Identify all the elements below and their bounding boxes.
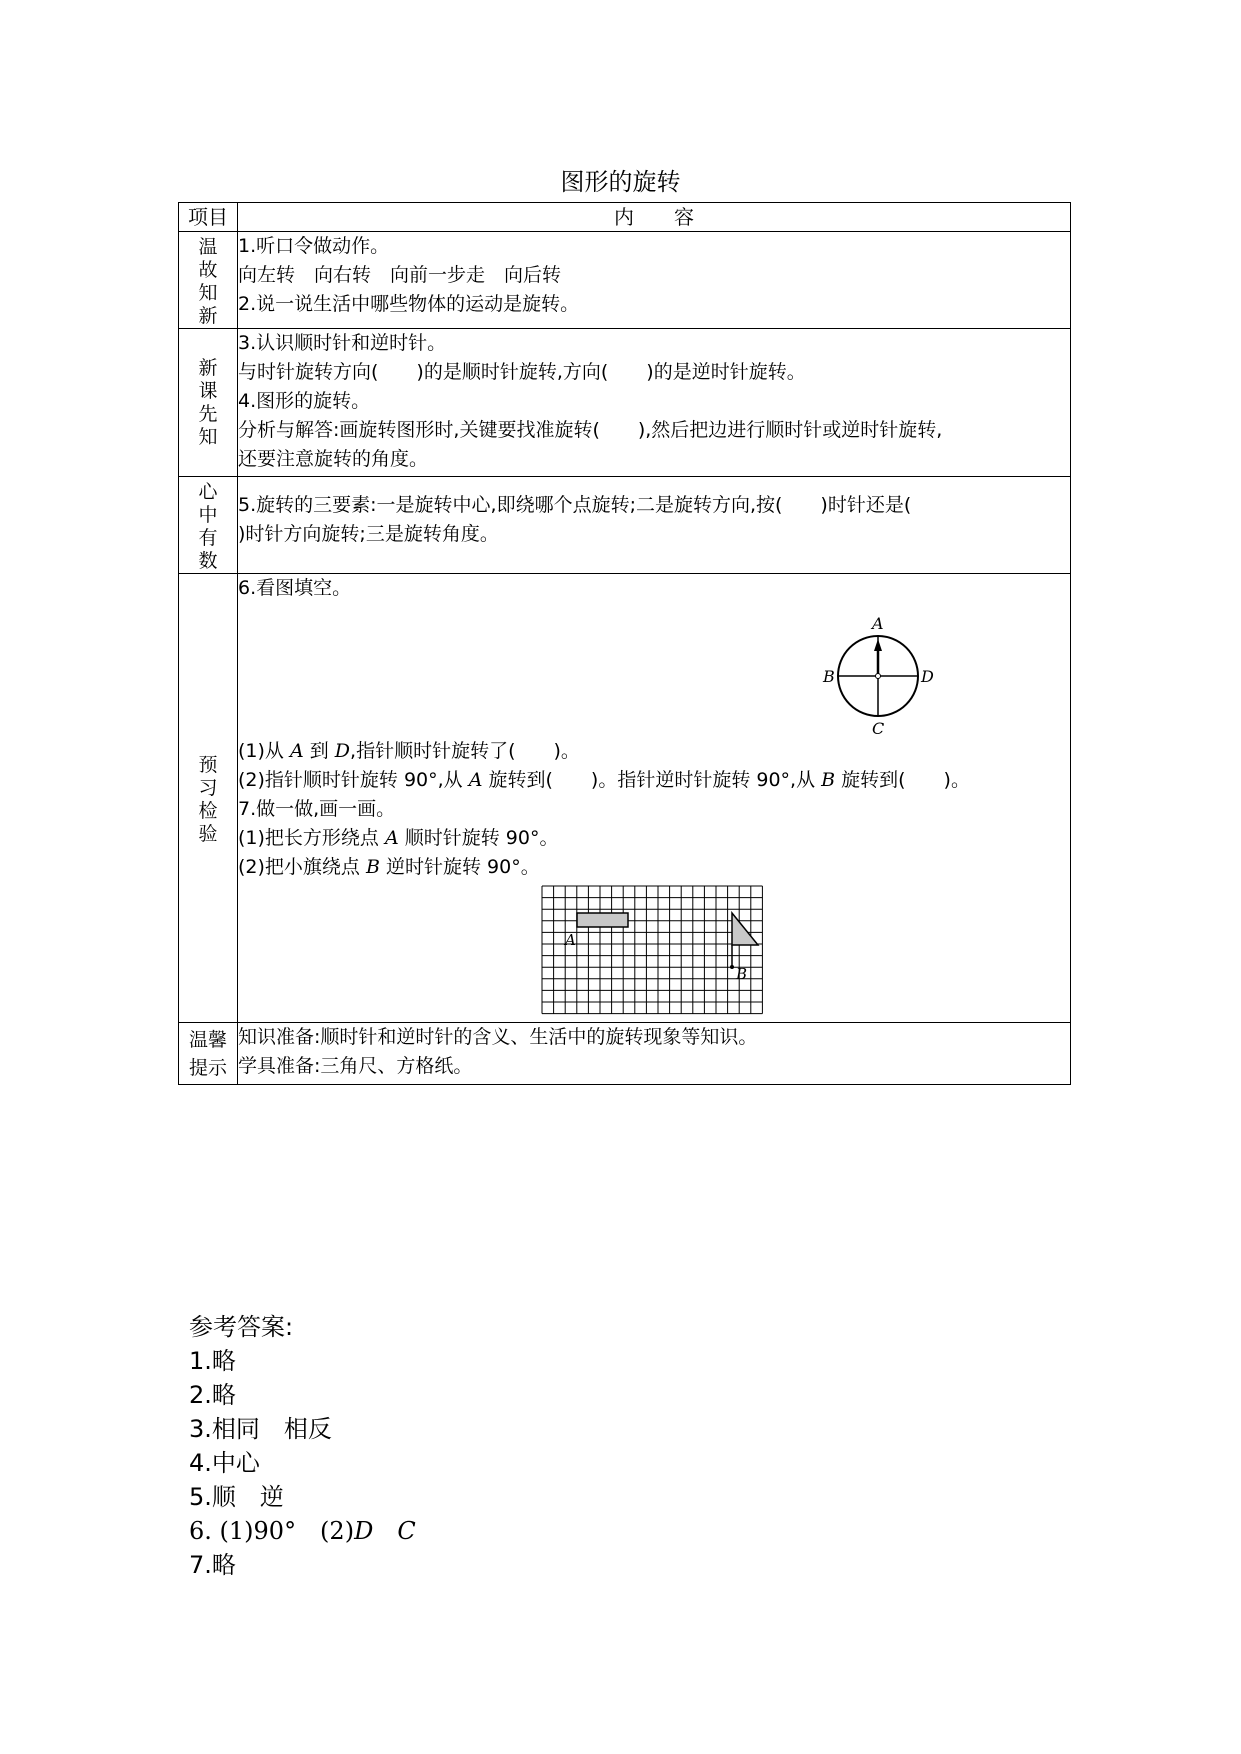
table-row	[179, 574, 1071, 1023]
table-row	[179, 329, 1071, 477]
clock-label-bottom: C	[872, 719, 885, 737]
clock-label-right: D	[921, 667, 934, 686]
rectangle-shape	[577, 913, 628, 927]
answer-6: 6. (1)90° (2)D C	[189, 1517, 416, 1545]
text-line: 5.旋转的三要素:一是旋转中心,即绕哪个点旋转;二是旋转方向,按( )时针还是(	[238, 494, 912, 516]
row-label-review: 温故知新	[198, 236, 218, 327]
lesson-table	[178, 202, 1071, 1085]
grid-figure	[238, 882, 1070, 1022]
row-label-preview: 新课先知	[198, 357, 218, 448]
question-6-1: (1)从 A 到 D,指针顺时针旋转了( )。	[238, 740, 580, 762]
text-line: 2.说一说生活中哪些物体的运动是旋转。	[238, 293, 580, 315]
flag-shape	[732, 913, 758, 945]
grid-label-b: B	[736, 965, 748, 983]
grid-label-a: A	[565, 931, 576, 949]
header-item-cell: 项目	[179, 203, 238, 232]
answer-4: 4.中心	[189, 1449, 260, 1477]
grid-diagram	[228, 882, 1108, 1022]
table-header-row	[179, 203, 1071, 232]
question-7-2: (2)把小旗绕点 B 逆时针旋转 90°。	[238, 856, 540, 878]
clock-label-left: B	[823, 667, 835, 686]
text-line: 1.听口令做动作。	[238, 235, 390, 257]
page-title: 图形的旋转	[560, 168, 681, 196]
answer-3: 3.相同 相反	[189, 1415, 332, 1443]
table-row	[179, 1023, 1071, 1085]
clock-label-top: A	[872, 614, 884, 633]
answer-1: 1.略	[189, 1347, 236, 1375]
grid-lines	[542, 886, 762, 1014]
text-line: 7.做一做,画一画。	[238, 798, 396, 820]
header-content-cell: 内 容	[238, 203, 1071, 232]
answer-7: 7.略	[189, 1551, 236, 1579]
text-line: 3.认识顺时针和逆时针。	[238, 332, 447, 354]
text-line: 知识准备:顺时针和逆时针的含义、生活中的旋转现象等知识。	[238, 1026, 758, 1048]
clock-figure	[238, 603, 1070, 737]
row-label-tips: 温馨提示	[188, 1028, 227, 1079]
answer-2: 2.略	[189, 1381, 236, 1409]
text-line: 学具准备:三角尺、方格纸。	[238, 1055, 473, 1077]
table-row	[179, 477, 1071, 574]
text-line: 还要注意旋转的角度。	[238, 448, 429, 470]
answers-heading: 参考答案:	[189, 1313, 294, 1341]
question-7-1: (1)把长方形绕点 A 顺时针旋转 90°。	[238, 827, 559, 849]
text-line: 向左转 向右转 向前一步走 向后转	[238, 264, 562, 286]
row-label-understand: 心中有数	[198, 481, 218, 572]
table-row	[179, 232, 1071, 329]
clock-diagram	[228, 603, 1108, 737]
text-line: 6.看图填空。	[238, 577, 352, 599]
answer-5: 5.顺 逆	[189, 1483, 284, 1511]
row-label-check: 预习检验	[198, 754, 218, 845]
answer-section	[189, 1310, 416, 1582]
text-line: )时针方向旋转;三是旋转角度。	[238, 523, 499, 545]
text-line: 4.图形的旋转。	[238, 390, 371, 412]
text-line: 与时针旋转方向( )的是顺时针旋转,方向( )的是逆时针旋转。	[238, 361, 806, 383]
text-line: 分析与解答:画旋转图形时,关键要找准旋转( ),然后把边进行顺时针或逆时针旋转,	[238, 419, 943, 441]
clock-hand-arrow	[874, 639, 882, 651]
question-6-2: (2)指针顺时针旋转 90°,从 A 旋转到( )。指针逆时针旋转 90°,从 B 旋转到( )。	[238, 769, 970, 791]
